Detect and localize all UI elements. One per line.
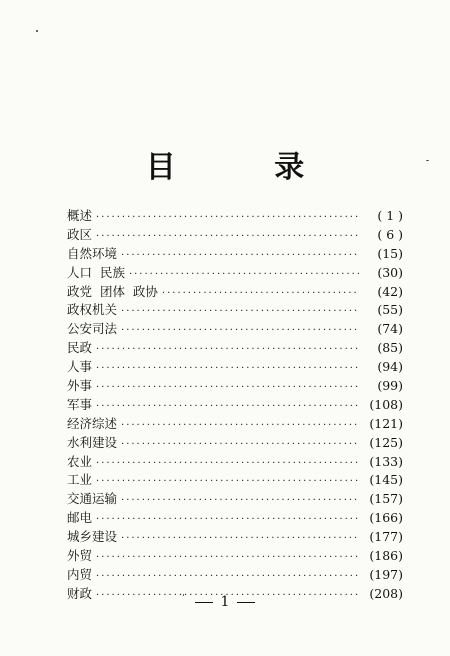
toc-entry-label: 城乡建设 (67, 529, 118, 545)
dot-leader (96, 209, 359, 228)
toc-entry-label: 政区 (67, 226, 93, 242)
toc-entry[interactable] (67, 471, 403, 490)
dot-leader (121, 303, 359, 322)
toc-entry[interactable] (67, 396, 403, 415)
toc-entry-page: (208) (369, 585, 403, 601)
toc-entry-label: 公安司法 (67, 321, 118, 337)
toc-entry-page: (121) (369, 415, 403, 431)
toc-entry[interactable] (67, 490, 403, 509)
toc-entry-label: 内贸 (67, 566, 93, 582)
page-title: 目 录 (145, 150, 349, 185)
footer-dash-left (195, 602, 213, 603)
toc-entry[interactable] (67, 301, 403, 320)
toc-entry[interactable] (67, 509, 403, 528)
toc-entry-label: 军事 (67, 396, 93, 412)
dot-leader (121, 492, 359, 511)
dot-leader (96, 341, 359, 360)
dot-leader (96, 568, 359, 587)
dot-leader (129, 266, 359, 285)
toc-entry-label: 概述 (67, 208, 93, 223)
scan-speck (426, 160, 429, 161)
toc-entry-page: (197) (369, 566, 403, 582)
scan-speck (183, 594, 184, 596)
toc-entry-label: 人事 (67, 359, 93, 375)
footer-dash-right (237, 602, 255, 603)
toc-entry-label: 外贸 (67, 548, 93, 564)
toc-entry-page: (145) (369, 472, 403, 488)
toc-entry[interactable] (67, 245, 403, 264)
dot-leader (96, 473, 359, 492)
toc-entry-page: (177) (369, 529, 403, 545)
toc-entry-label: 政权机关 (67, 302, 118, 318)
page-footer (0, 594, 450, 610)
toc-entry-label: 交通运输 (67, 491, 118, 507)
dot-leader (96, 379, 359, 398)
toc-entry[interactable] (67, 415, 403, 434)
dot-leader (96, 398, 359, 417)
toc-entry-page: (186) (369, 548, 403, 564)
table-of-contents (67, 207, 403, 604)
toc-entry[interactable] (67, 566, 403, 585)
toc-entry-page: (94) (377, 359, 403, 375)
toc-entry[interactable] (67, 453, 403, 472)
page-number: 1 (220, 594, 230, 610)
toc-entry-page: (157) (369, 491, 403, 507)
toc-entry-label: 民政 (67, 340, 93, 356)
dot-leader (121, 322, 359, 341)
toc-entry[interactable] (67, 434, 403, 453)
toc-entry-page: (30) (377, 264, 403, 280)
toc-entry[interactable] (67, 264, 403, 283)
dot-leader (96, 228, 359, 247)
dot-leader (96, 360, 359, 379)
toc-entry-page: (108) (369, 396, 403, 412)
toc-entry-page: (125) (369, 434, 403, 450)
toc-entry-page: ( 1 ) (377, 208, 403, 223)
toc-entry-label: 财政 (67, 585, 93, 601)
toc-entry-label: 邮电 (67, 510, 93, 526)
toc-entry-page: (133) (369, 453, 403, 469)
toc-entry[interactable] (67, 226, 403, 245)
scan-speck (36, 30, 38, 32)
toc-entry-label: 外事 (67, 378, 93, 394)
toc-entry-label: 经济综述 (67, 415, 118, 431)
dot-leader (121, 247, 359, 266)
toc-entry-label: 人口 民族 (67, 264, 125, 280)
toc-entry[interactable] (67, 377, 403, 396)
dot-leader (121, 530, 359, 549)
toc-entry[interactable] (67, 339, 403, 358)
dot-leader (121, 417, 359, 436)
toc-entry-label: 政党 团体 政协 (67, 283, 158, 299)
toc-entry[interactable] (67, 528, 403, 547)
toc-entry-page: (166) (369, 510, 403, 526)
dot-leader (96, 549, 359, 568)
toc-entry-label: 农业 (67, 453, 93, 469)
dot-leader (162, 285, 359, 304)
toc-entry[interactable] (67, 283, 403, 302)
dot-leader (96, 455, 359, 474)
toc-entry-page: (74) (377, 321, 403, 337)
toc-entry-page: (15) (377, 245, 403, 261)
toc-entry-page: (99) (377, 378, 403, 394)
toc-entry-page: ( 6 ) (377, 226, 403, 242)
toc-entry[interactable] (67, 358, 403, 377)
toc-entry-page: (42) (377, 283, 403, 299)
dot-leader (96, 511, 359, 530)
toc-entry-label: 自然环境 (67, 245, 118, 261)
toc-entry-label: 水利建设 (67, 434, 118, 450)
toc-entry[interactable] (67, 207, 403, 226)
toc-entry[interactable] (67, 320, 403, 339)
toc-entry-page: (85) (377, 340, 403, 356)
toc-entry-label: 工业 (67, 472, 93, 488)
toc-entry-page: (55) (377, 302, 403, 318)
toc-entry[interactable] (67, 547, 403, 566)
dot-leader (121, 436, 359, 455)
